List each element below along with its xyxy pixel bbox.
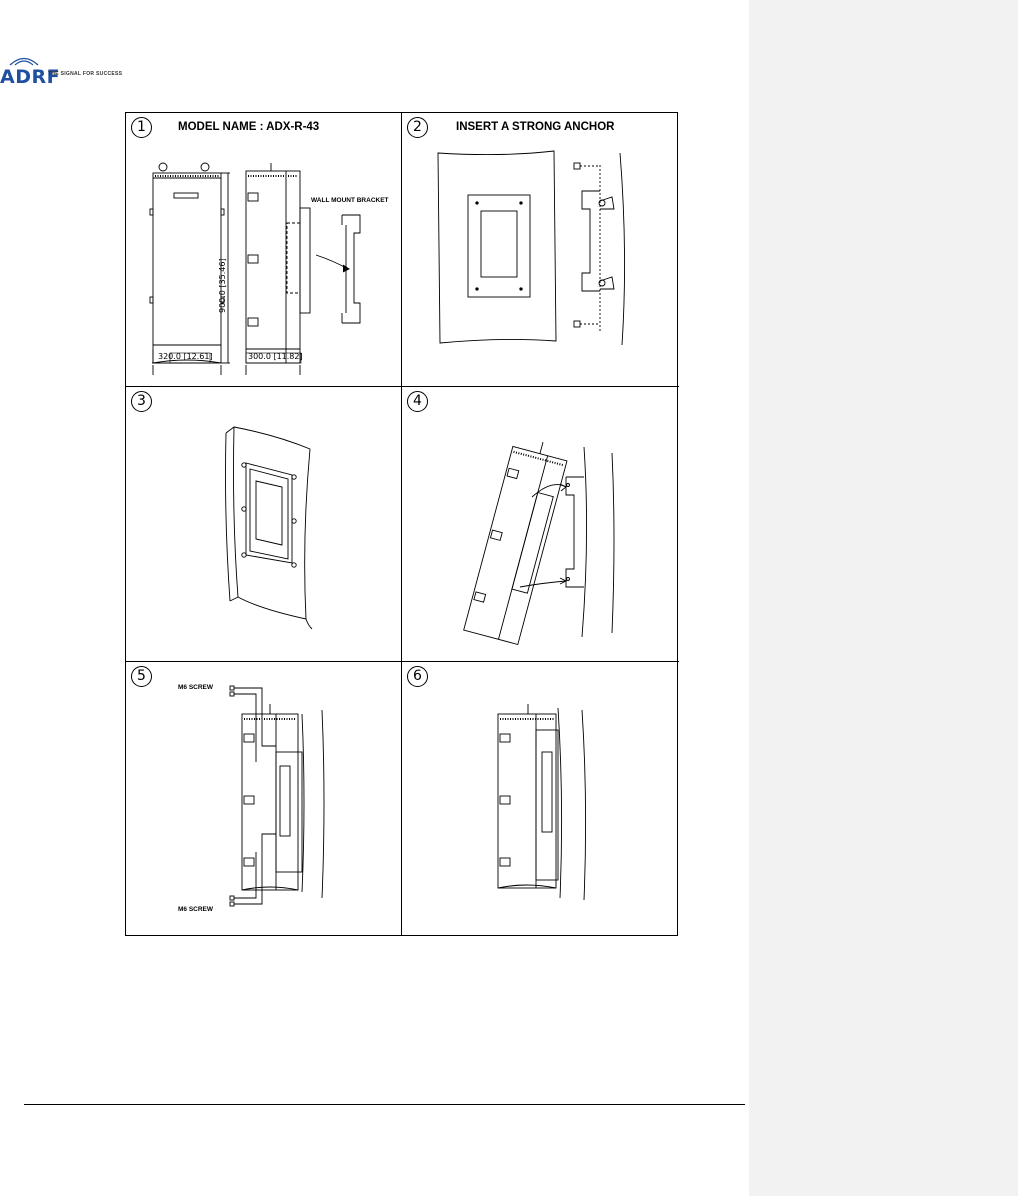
m6-screw-bottom-label: M6 SCREW — [178, 906, 214, 913]
step-5-drawing — [126, 662, 402, 935]
step-2-heading: INSERT A STRONG ANCHOR — [456, 121, 615, 133]
side-width-dimension: 300.0 [11.82] — [248, 352, 303, 361]
step-3-drawing — [126, 387, 402, 662]
step-3-number: 3 — [131, 391, 152, 412]
step-2-drawing — [402, 113, 679, 387]
step-1-heading: MODEL NAME : ADX-R-43 — [178, 121, 320, 133]
m6-screw-top-label: M6 SCREW — [178, 684, 214, 691]
adrf-logo — [0, 58, 150, 94]
step-6-drawing — [402, 662, 679, 935]
step-3-panel — [126, 387, 402, 662]
step-5-panel — [126, 662, 402, 935]
step-1-number: 1 — [131, 117, 152, 138]
front-width-dimension: 320.0 [12.61] — [158, 352, 213, 361]
logo-tagline: THE SIGNAL FOR SUCCESS — [48, 71, 123, 77]
height-dimension: 900.0 [35.46] — [218, 258, 227, 313]
step-4-drawing — [402, 387, 679, 662]
step-2-number: 2 — [407, 117, 428, 138]
step-4-panel — [402, 387, 679, 662]
step-6-number: 6 — [407, 666, 428, 687]
comment-margin — [749, 0, 1018, 1196]
signal-arc-icon — [4, 52, 44, 66]
footer-divider — [24, 1104, 745, 1105]
step-2-panel — [402, 113, 679, 387]
step-1-panel — [126, 113, 402, 387]
logo-brand: ADRF — [0, 66, 61, 88]
step-5-number: 5 — [131, 666, 152, 687]
step-4-number: 4 — [407, 391, 428, 412]
step-6-panel — [402, 662, 679, 935]
wall-mount-bracket-label: WALL MOUNT BRACKET — [311, 197, 389, 204]
step-1-drawing — [126, 113, 402, 387]
installation-steps-figure — [125, 112, 678, 936]
